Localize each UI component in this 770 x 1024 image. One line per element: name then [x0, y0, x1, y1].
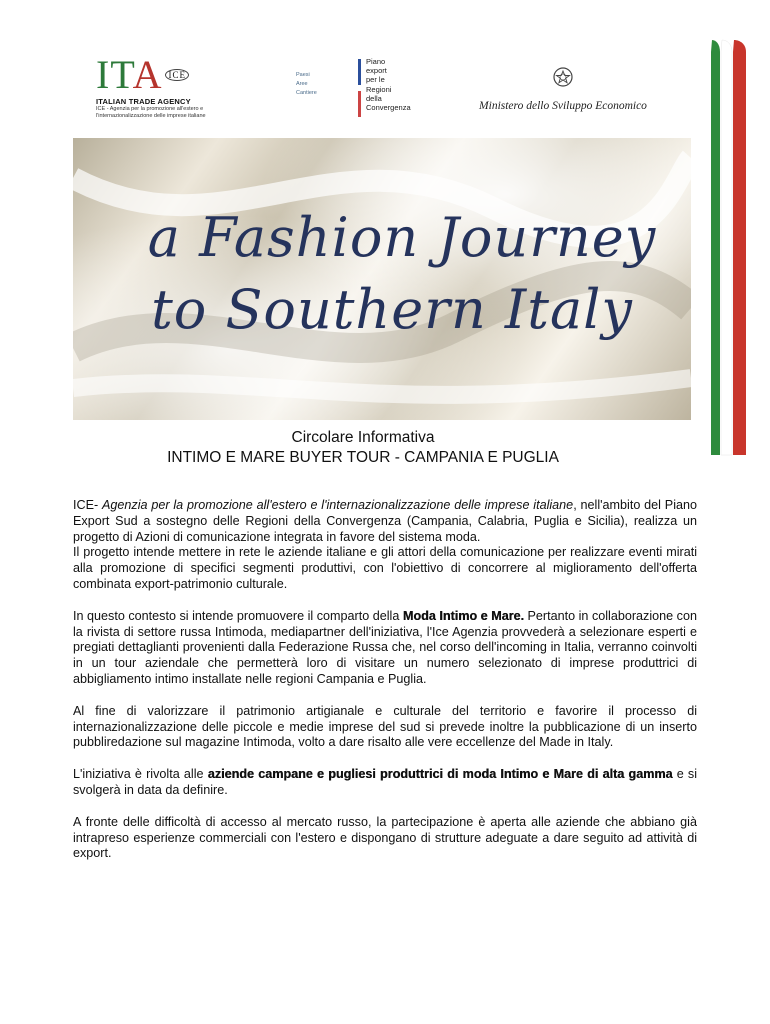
ministero-logo [478, 65, 648, 121]
paragraph-target: L'iniziativa è rivolta alle aziende campane e pugliesi produttrici di moda Intimo e Mare di alta gamma e si svolgerà in data da definire. [73, 767, 697, 797]
document-body [73, 498, 697, 878]
italian-republic-emblem-icon [552, 65, 574, 89]
paragraph-participation: A fronte delle difficoltà di accesso al mercato russo, la partecipazione è aperta alle aziende che abbiano già intrapreso esperienze commerciali con l'estero e dispongano di strutture adeguate a dare seguito ad attività di export. [73, 814, 697, 861]
piano-bar-blue [358, 59, 361, 85]
piano-right-text: Piano export per le Regioni della Convergenza [366, 57, 411, 113]
ita-sub-line1: ICE - Agenzia per la promozione all'estero e [96, 106, 204, 112]
paragraph-project: Il progetto intende mettere in rete le aziende italiane e gli attori della comunicazione per realizzare eventi mirati alla promozione di specifici segmenti produttivi, con l'obiettivo di concorrere al miglioramento dell'offerta combinata export-patrimonio culturale. [73, 545, 697, 591]
piano-left-text: Paesi Aree Cantiere [296, 72, 317, 96]
header-logos [96, 52, 656, 125]
document-title [73, 428, 653, 468]
ita-name: ITALIAN TRADE AGENCY [96, 97, 191, 106]
ministero-text: Ministero dello Sviluppo Economico [479, 100, 647, 112]
paragraph-context: In questo contesto si intende promuovere il comparto della Moda Intimo e Mare. Pertanto in collaborazione con la rivista di settore russa Intimoda, mediapartner dell'iniziativa, l'Ice Agenzia provvederà a selezionare esperti e pregiati dettaglianti provenienti dalla Federazione Russa che, nel corso dell'incoming in Italia, verranno coinvolti in un tour aziendale che permetterà loro di visitare un numero selezionato di imprese produttrici di abbigliamento intimo installate nelle regioni Campania e Puglia. [73, 608, 697, 686]
ita-sub-line2: l'internazionalizzazione delle imprese italiane [96, 113, 206, 119]
piano-bar-red [358, 91, 361, 117]
paragraph-valorize: Al fine di valorizzare il patrimonio artigianale e culturale del territorio e favorire il processo di internazionalizzazione delle piccole e medie imprese del sud si prevede inoltre la pubblicazione di un inserto pubbliredazione sul magazine Intimoda, volto a dare risalto alle vere eccellenze del Made in Italy. [73, 703, 697, 750]
title-line1: Circolare Informativa [291, 429, 435, 446]
banner-title-line2: to Southern Italy [151, 278, 633, 341]
banner-title-line1: a Fashion Journey [147, 206, 657, 269]
title-line2: INTIMO E MARE BUYER TOUR - CAMPANIA E PUGLIA [167, 449, 559, 466]
fashion-journey-banner [73, 138, 691, 420]
ita-mark: ITA $^{ICE}$ [96, 55, 246, 95]
piano-export-sud-logo [296, 57, 416, 123]
ita-logo [96, 52, 246, 125]
ice-mark: ICE [165, 69, 189, 81]
paragraph-intro: ICE- Agenzia per la promozione all'estero e l'internazionalizzazione delle imprese italiane, nell'ambito del Piano Export Sud a sostegno delle Regioni della Convergenza (Campania, Calabria, Puglia e Sicilia), realizza un progetto di Azioni di comunicazione integrata in favore del sistema moda. [73, 498, 698, 544]
